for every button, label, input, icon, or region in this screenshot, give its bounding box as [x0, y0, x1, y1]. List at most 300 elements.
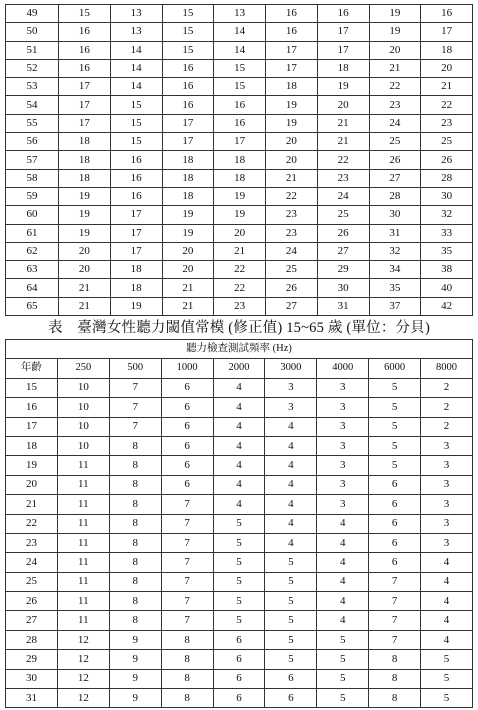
- threshold-cell: 5: [317, 689, 369, 708]
- threshold-cell: 4: [213, 475, 265, 494]
- threshold-cell: 2: [421, 378, 473, 397]
- threshold-cell: 7: [369, 572, 421, 591]
- threshold-cell: 20: [162, 242, 214, 260]
- threshold-cell: 4: [317, 592, 369, 611]
- threshold-cell: 20: [266, 133, 318, 151]
- table-row: [6, 533, 473, 552]
- threshold-cell: 5: [213, 533, 265, 552]
- threshold-cell: 22: [214, 261, 266, 279]
- threshold-cell: 4: [421, 630, 473, 649]
- threshold-cell: 11: [57, 514, 109, 533]
- threshold-cell: 28: [369, 187, 421, 205]
- threshold-cell: 6: [369, 514, 421, 533]
- table-row: [6, 592, 473, 611]
- threshold-cell: 16: [266, 23, 318, 41]
- threshold-cell: 21: [369, 59, 421, 77]
- threshold-cell: 3: [265, 398, 317, 417]
- threshold-cell: 13: [214, 5, 266, 23]
- threshold-cell: 26: [317, 224, 369, 242]
- threshold-cell: 6: [161, 436, 213, 455]
- threshold-cell: 3: [317, 436, 369, 455]
- threshold-cell: 9: [109, 689, 161, 708]
- table-row: [6, 630, 473, 649]
- threshold-cell: 8: [369, 689, 421, 708]
- threshold-cell: 8: [161, 630, 213, 649]
- threshold-cell: 3: [421, 533, 473, 552]
- threshold-cell: 4: [213, 378, 265, 397]
- threshold-cell: 3: [421, 475, 473, 494]
- threshold-cell: 5: [369, 417, 421, 436]
- threshold-cell: 19: [59, 206, 111, 224]
- threshold-cell: 4: [317, 572, 369, 591]
- threshold-cell: 6: [265, 689, 317, 708]
- threshold-cell: 3: [421, 456, 473, 475]
- threshold-cell: 14: [110, 41, 162, 59]
- threshold-cell: 23: [421, 114, 473, 132]
- threshold-cell: 17: [59, 96, 111, 114]
- threshold-cell: 23: [369, 96, 421, 114]
- threshold-cell: 4: [265, 475, 317, 494]
- table-row: [6, 96, 473, 114]
- threshold-cell: 32: [369, 242, 421, 260]
- threshold-cell: 5: [421, 669, 473, 688]
- frequency-column-header: 6000: [369, 359, 421, 378]
- threshold-cell: 18: [110, 261, 162, 279]
- frequency-column-header: 250: [57, 359, 109, 378]
- threshold-cell: 8: [109, 495, 161, 514]
- threshold-cell: 4: [265, 533, 317, 552]
- table-row: [6, 417, 473, 436]
- threshold-cell: 2: [421, 398, 473, 417]
- threshold-cell: 6: [369, 533, 421, 552]
- threshold-cell: 22: [214, 279, 266, 297]
- threshold-cell: 5: [317, 630, 369, 649]
- threshold-cell: 3: [421, 436, 473, 455]
- threshold-cell: 32: [421, 206, 473, 224]
- threshold-cell: 26: [266, 279, 318, 297]
- threshold-cell: 18: [162, 169, 214, 187]
- threshold-cell: 3: [317, 417, 369, 436]
- threshold-cell: 35: [369, 279, 421, 297]
- threshold-cell: 12: [57, 630, 109, 649]
- threshold-cell: 30: [317, 279, 369, 297]
- table-row: [6, 78, 473, 96]
- threshold-cell: 18: [110, 279, 162, 297]
- table-row: [6, 495, 473, 514]
- threshold-cell: 8: [109, 475, 161, 494]
- threshold-cell: 8: [109, 456, 161, 475]
- threshold-cell: 14: [214, 23, 266, 41]
- frequency-group-header: 聽力檢查測試頻率 (Hz): [6, 340, 473, 359]
- threshold-cell: 5: [265, 630, 317, 649]
- threshold-cell: 19: [266, 114, 318, 132]
- threshold-cell: 16: [110, 169, 162, 187]
- threshold-cell: 6: [161, 417, 213, 436]
- table-row: [6, 475, 473, 494]
- threshold-cell: 19: [162, 206, 214, 224]
- threshold-cell: 11: [57, 475, 109, 494]
- threshold-cell: 25: [266, 261, 318, 279]
- threshold-cell: 19: [214, 187, 266, 205]
- frequency-column-header: 2000: [213, 359, 265, 378]
- threshold-cell: 4: [265, 436, 317, 455]
- threshold-cell: 10: [57, 398, 109, 417]
- threshold-cell: 21: [317, 133, 369, 151]
- threshold-cell: 8: [369, 650, 421, 669]
- table-row: [6, 456, 473, 475]
- threshold-cell: 6: [161, 378, 213, 397]
- threshold-cell: 20: [317, 96, 369, 114]
- threshold-cell: 25: [369, 133, 421, 151]
- threshold-cell: 4: [265, 514, 317, 533]
- threshold-cell: 23: [266, 206, 318, 224]
- threshold-cell: 23: [317, 169, 369, 187]
- group-header-row: [6, 340, 473, 359]
- table-row: [6, 669, 473, 688]
- threshold-cell: 13: [110, 23, 162, 41]
- threshold-cell: 9: [109, 650, 161, 669]
- threshold-cell: 11: [57, 553, 109, 572]
- table-row: [6, 187, 473, 205]
- age-cell: 53: [6, 78, 59, 96]
- threshold-cell: 18: [214, 151, 266, 169]
- threshold-cell: 15: [59, 5, 111, 23]
- table-row: [6, 553, 473, 572]
- threshold-cell: 15: [162, 23, 214, 41]
- threshold-cell: 15: [162, 41, 214, 59]
- threshold-cell: 7: [161, 572, 213, 591]
- threshold-cell: 8: [109, 572, 161, 591]
- age-cell: 56: [6, 133, 59, 151]
- threshold-cell: 11: [57, 592, 109, 611]
- threshold-cell: 14: [110, 78, 162, 96]
- threshold-cell: 4: [265, 495, 317, 514]
- threshold-cell: 10: [57, 378, 109, 397]
- threshold-cell: 4: [213, 417, 265, 436]
- threshold-cell: 5: [213, 611, 265, 630]
- threshold-cell: 16: [59, 41, 111, 59]
- threshold-cell: 16: [59, 59, 111, 77]
- age-cell: 30: [6, 669, 58, 688]
- threshold-cell: 6: [161, 456, 213, 475]
- table-row: [6, 378, 473, 397]
- threshold-cell: 3: [265, 378, 317, 397]
- threshold-cell: 14: [214, 41, 266, 59]
- threshold-cell: 38: [421, 261, 473, 279]
- threshold-cell: 20: [369, 41, 421, 59]
- table-row: [6, 436, 473, 455]
- threshold-cell: 12: [57, 689, 109, 708]
- threshold-cell: 21: [266, 169, 318, 187]
- threshold-cell: 4: [265, 456, 317, 475]
- threshold-cell: 19: [162, 224, 214, 242]
- threshold-cell: 9: [109, 630, 161, 649]
- threshold-cell: 24: [369, 114, 421, 132]
- threshold-cell: 18: [266, 78, 318, 96]
- threshold-cell: 18: [59, 133, 111, 151]
- threshold-cell: 12: [57, 650, 109, 669]
- threshold-cell: 19: [59, 224, 111, 242]
- age-cell: 16: [6, 398, 58, 417]
- threshold-cell: 15: [110, 133, 162, 151]
- threshold-cell: 6: [213, 650, 265, 669]
- threshold-cell: 34: [369, 261, 421, 279]
- threshold-cell: 30: [369, 206, 421, 224]
- threshold-cell: 27: [266, 297, 318, 315]
- age-cell: 21: [6, 495, 58, 514]
- threshold-cell: 18: [59, 151, 111, 169]
- age-cell: 15: [6, 378, 58, 397]
- threshold-cell: 6: [213, 669, 265, 688]
- threshold-cell: 6: [213, 689, 265, 708]
- age-cell: 17: [6, 417, 58, 436]
- table-caption: 表 臺灣女性聽力閾值常模 (修正值) 15~65 歲 (單位：分貝): [48, 320, 430, 336]
- threshold-cell: 11: [57, 572, 109, 591]
- threshold-cell: 5: [265, 650, 317, 669]
- threshold-cell: 21: [162, 279, 214, 297]
- table-row: [6, 514, 473, 533]
- threshold-cell: 21: [59, 279, 111, 297]
- threshold-cell: 7: [109, 378, 161, 397]
- threshold-cell: 18: [317, 59, 369, 77]
- threshold-cell: 3: [421, 514, 473, 533]
- threshold-cell: 5: [265, 611, 317, 630]
- age-cell: 49: [6, 5, 59, 23]
- threshold-cell: 3: [317, 378, 369, 397]
- frequency-column-header: 3000: [265, 359, 317, 378]
- age-cell: 54: [6, 96, 59, 114]
- table-row: [6, 133, 473, 151]
- age-cell: 50: [6, 23, 59, 41]
- threshold-cell: 21: [214, 242, 266, 260]
- threshold-cell: 2: [421, 417, 473, 436]
- age-cell: 61: [6, 224, 59, 242]
- threshold-cell: 16: [110, 151, 162, 169]
- threshold-cell: 22: [421, 96, 473, 114]
- threshold-cell: 6: [161, 398, 213, 417]
- age-cell: 51: [6, 41, 59, 59]
- threshold-cell: 3: [421, 495, 473, 514]
- threshold-cell: 4: [421, 611, 473, 630]
- threshold-cell: 17: [214, 133, 266, 151]
- threshold-cell: 16: [162, 59, 214, 77]
- threshold-cell: 4: [421, 592, 473, 611]
- threshold-cell: 18: [162, 187, 214, 205]
- threshold-cell: 5: [369, 436, 421, 455]
- threshold-cell: 15: [110, 96, 162, 114]
- threshold-cell: 25: [421, 133, 473, 151]
- threshold-cell: 6: [213, 630, 265, 649]
- threshold-cell: 28: [421, 169, 473, 187]
- table-row: [6, 572, 473, 591]
- threshold-cell: 5: [213, 592, 265, 611]
- threshold-cell: 27: [369, 169, 421, 187]
- threshold-cell: 5: [421, 650, 473, 669]
- threshold-cell: 19: [266, 96, 318, 114]
- frequency-column-header: 1000: [161, 359, 213, 378]
- threshold-cell: 11: [57, 495, 109, 514]
- table-row: [6, 169, 473, 187]
- threshold-cell: 7: [161, 495, 213, 514]
- threshold-cell: 10: [57, 417, 109, 436]
- threshold-cell: 15: [214, 59, 266, 77]
- threshold-cell: 23: [266, 224, 318, 242]
- threshold-cell: 3: [317, 495, 369, 514]
- table-row: [6, 242, 473, 260]
- threshold-cell: 17: [266, 59, 318, 77]
- table-row: [6, 206, 473, 224]
- threshold-cell: 22: [266, 187, 318, 205]
- threshold-cell: 20: [421, 59, 473, 77]
- threshold-cell: 16: [317, 5, 369, 23]
- table-row: [6, 650, 473, 669]
- threshold-cell: 7: [161, 533, 213, 552]
- table-row: [6, 41, 473, 59]
- threshold-cell: 23: [214, 297, 266, 315]
- table-row: [6, 261, 473, 279]
- age-cell: 59: [6, 187, 59, 205]
- threshold-cell: 4: [317, 553, 369, 572]
- threshold-cell: 7: [161, 514, 213, 533]
- threshold-cell: 4: [421, 553, 473, 572]
- age-cell: 31: [6, 689, 58, 708]
- bottom-table-body: [6, 340, 473, 708]
- threshold-cell: 16: [162, 78, 214, 96]
- threshold-cell: 17: [110, 224, 162, 242]
- table-row: [6, 224, 473, 242]
- threshold-cell: 7: [109, 398, 161, 417]
- threshold-cell: 8: [161, 669, 213, 688]
- threshold-cell: 27: [317, 242, 369, 260]
- threshold-cell: 18: [421, 41, 473, 59]
- age-cell: 62: [6, 242, 59, 260]
- threshold-cell: 6: [369, 495, 421, 514]
- threshold-cell: 4: [213, 436, 265, 455]
- threshold-cell: 3: [317, 398, 369, 417]
- table-row: [6, 23, 473, 41]
- frequency-column-header: 500: [109, 359, 161, 378]
- age-column-header: 年齡: [6, 359, 58, 378]
- threshold-cell: 5: [369, 398, 421, 417]
- threshold-cell: 5: [213, 553, 265, 572]
- threshold-cell: 8: [109, 533, 161, 552]
- age-cell: 23: [6, 533, 58, 552]
- threshold-cell: 8: [109, 436, 161, 455]
- threshold-cell: 25: [317, 206, 369, 224]
- age-cell: 63: [6, 261, 59, 279]
- age-cell: 19: [6, 456, 58, 475]
- threshold-cell: 18: [162, 151, 214, 169]
- threshold-cell: 21: [162, 297, 214, 315]
- age-cell: 55: [6, 114, 59, 132]
- threshold-cell: 4: [317, 533, 369, 552]
- threshold-cell: 6: [161, 475, 213, 494]
- age-cell: 26: [6, 592, 58, 611]
- threshold-cell: 42: [421, 297, 473, 315]
- threshold-cell: 17: [317, 23, 369, 41]
- threshold-cell: 24: [266, 242, 318, 260]
- threshold-cell: 5: [213, 572, 265, 591]
- threshold-cell: 9: [109, 669, 161, 688]
- threshold-cell: 11: [57, 456, 109, 475]
- threshold-cell: 19: [110, 297, 162, 315]
- threshold-cell: 7: [369, 592, 421, 611]
- threshold-cell: 18: [214, 169, 266, 187]
- threshold-cell: 4: [421, 572, 473, 591]
- threshold-cell: 19: [317, 78, 369, 96]
- frequency-column-header: 4000: [317, 359, 369, 378]
- threshold-cell: 40: [421, 279, 473, 297]
- threshold-cell: 26: [369, 151, 421, 169]
- table-row: [6, 114, 473, 132]
- age-cell: 58: [6, 169, 59, 187]
- threshold-cell: 11: [57, 611, 109, 630]
- threshold-cell: 7: [369, 630, 421, 649]
- threshold-cell: 20: [214, 224, 266, 242]
- threshold-cell: 31: [317, 297, 369, 315]
- threshold-cell: 12: [57, 669, 109, 688]
- threshold-cell: 4: [213, 495, 265, 514]
- threshold-cell: 20: [162, 261, 214, 279]
- threshold-cell: 6: [369, 553, 421, 572]
- table-row: [6, 398, 473, 417]
- threshold-cell: 4: [317, 514, 369, 533]
- threshold-cell: 26: [421, 151, 473, 169]
- threshold-cell: 19: [214, 206, 266, 224]
- threshold-cell: 5: [265, 592, 317, 611]
- threshold-cell: 20: [59, 261, 111, 279]
- threshold-cell: 7: [369, 611, 421, 630]
- threshold-cell: 3: [317, 475, 369, 494]
- threshold-cell: 7: [161, 611, 213, 630]
- threshold-cell: 16: [266, 5, 318, 23]
- age-cell: 29: [6, 650, 58, 669]
- table-row: [6, 611, 473, 630]
- threshold-cell: 4: [213, 456, 265, 475]
- threshold-cell: 14: [110, 59, 162, 77]
- age-cell: 65: [6, 297, 59, 315]
- threshold-cell: 20: [59, 242, 111, 260]
- threshold-cell: 37: [369, 297, 421, 315]
- threshold-cell: 5: [265, 572, 317, 591]
- threshold-cell: 20: [266, 151, 318, 169]
- threshold-cell: 16: [421, 5, 473, 23]
- threshold-cell: 7: [161, 553, 213, 572]
- threshold-cell: 33: [421, 224, 473, 242]
- threshold-cell: 22: [317, 151, 369, 169]
- threshold-cell: 8: [109, 611, 161, 630]
- male-threshold-table-continued: [5, 4, 473, 316]
- age-cell: 60: [6, 206, 59, 224]
- threshold-cell: 19: [59, 187, 111, 205]
- threshold-cell: 16: [162, 96, 214, 114]
- frequency-column-header: 8000: [421, 359, 473, 378]
- threshold-cell: 8: [109, 514, 161, 533]
- threshold-cell: 22: [369, 78, 421, 96]
- threshold-cell: 6: [265, 669, 317, 688]
- age-cell: 57: [6, 151, 59, 169]
- threshold-cell: 17: [110, 242, 162, 260]
- threshold-cell: 3: [317, 456, 369, 475]
- threshold-cell: 8: [369, 669, 421, 688]
- table-row: [6, 279, 473, 297]
- threshold-cell: 31: [369, 224, 421, 242]
- table-row: [6, 59, 473, 77]
- threshold-cell: 18: [59, 169, 111, 187]
- threshold-cell: 10: [57, 436, 109, 455]
- threshold-cell: 21: [421, 78, 473, 96]
- female-threshold-table: [5, 339, 473, 708]
